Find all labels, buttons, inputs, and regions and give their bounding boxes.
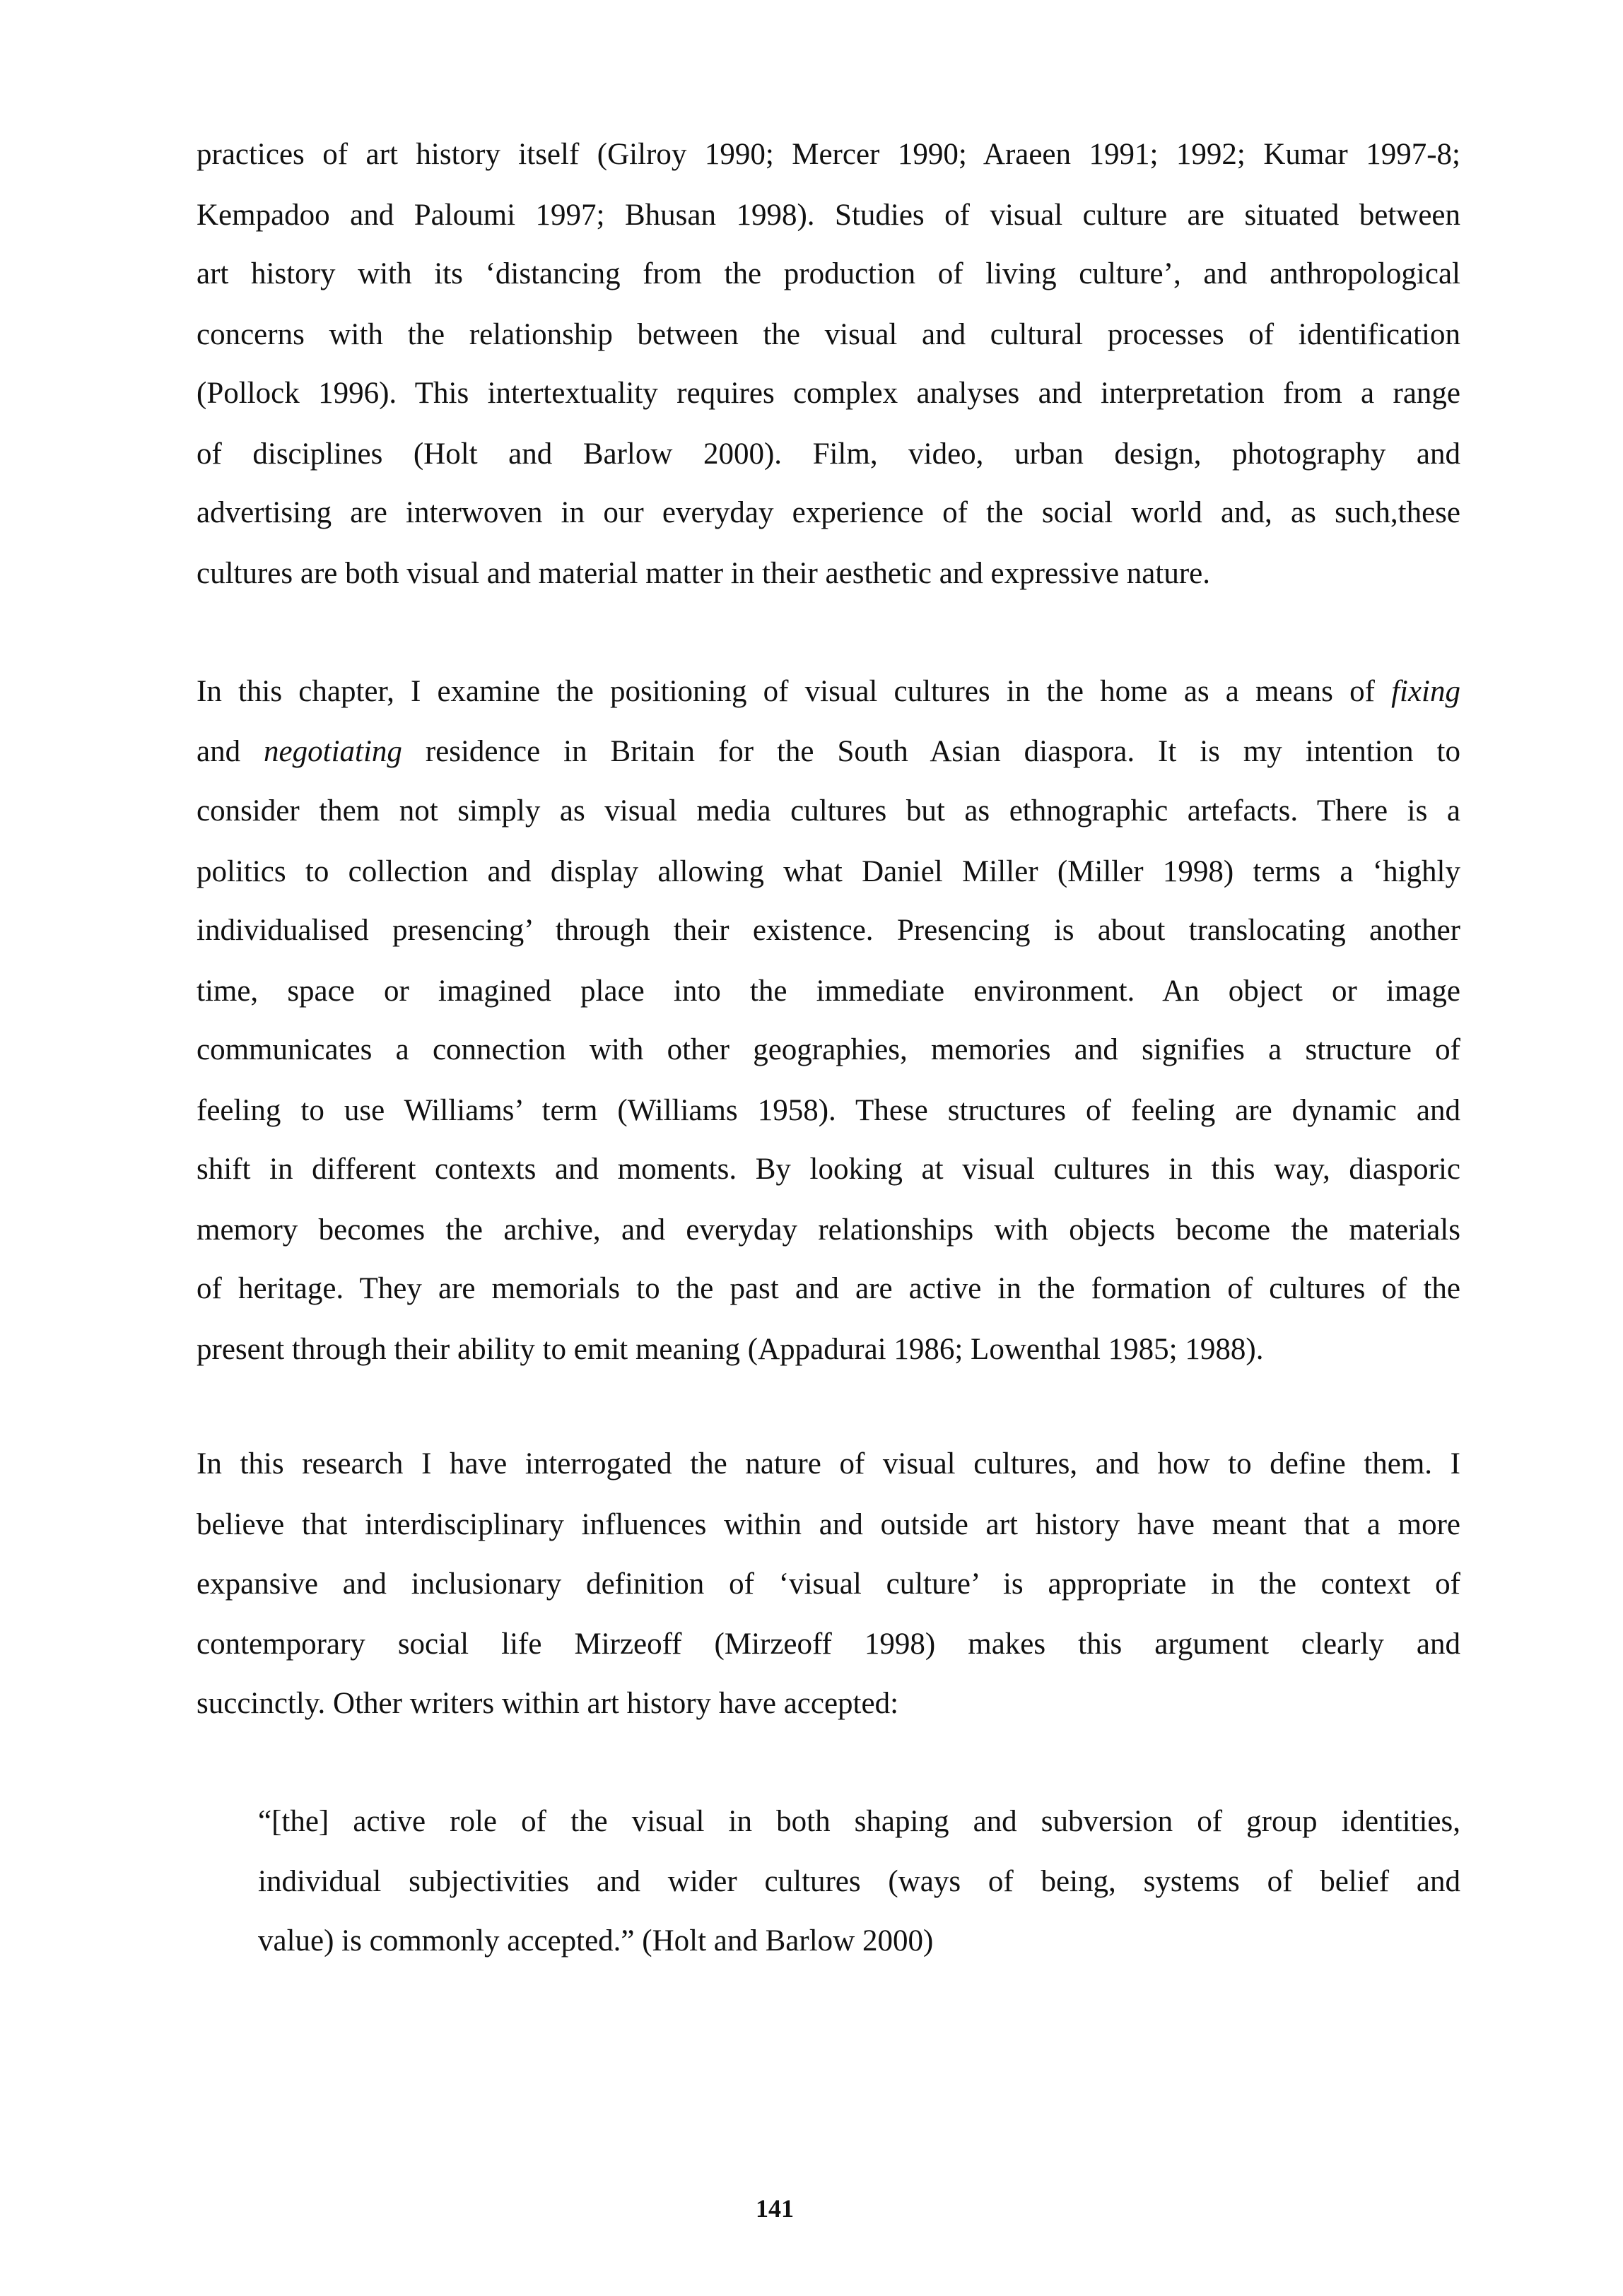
text-line <box>197 136 1460 173</box>
text-segment: advertising are interwoven in our everyday experience of the social world and, as such,these <box>197 496 1460 529</box>
text-segment: present through their ability to emit meaning (Appadurai 1986; Lowenthal 1985; 1988). <box>197 1333 1264 1366</box>
text-line <box>197 973 1460 1010</box>
text-segment: believe that interdisciplinary influences within and outside art history have meant that a more <box>197 1508 1460 1541</box>
text-segment: residence in Britain for the South Asian diaspora. It is my intention to <box>402 735 1460 768</box>
text-segment: shift in different contexts and moments. By looking at visual cultures in this way, diasporic <box>197 1153 1460 1186</box>
text-line <box>197 256 1460 293</box>
text-segment: art history with its ‘distancing from the production of living culture’, and anthropological <box>197 257 1460 290</box>
text-line <box>197 1685 1460 1722</box>
text-segment: and <box>197 735 264 768</box>
text-line <box>197 1151 1460 1188</box>
text-segment: concerns with the relationship between the visual and cultural processes of identification <box>197 318 1460 351</box>
text-segment: (Pollock 1996). This intertextuality requires complex analyses and interpretation from a range <box>197 377 1460 410</box>
text-segment: memory becomes the archive, and everyday relationships with objects become the materials <box>197 1213 1460 1247</box>
text-line <box>197 734 1460 770</box>
text-segment: “[the] active role of the visual in both shaping and subversion of group identities, <box>258 1805 1460 1838</box>
text-segment: expansive and inclusionary definition of ‘visual culture’ is appropriate in the context of <box>197 1567 1460 1601</box>
italic-text: negotiating <box>264 735 402 768</box>
text-segment: In this chapter, I examine the positioning of visual cultures in the home as a means of <box>197 675 1392 708</box>
text-line <box>197 1212 1460 1249</box>
text-line <box>197 197 1460 234</box>
text-line <box>197 436 1460 473</box>
text-segment: of disciplines (Holt and Barlow 2000). Film, video, urban design, photography and <box>197 437 1460 471</box>
text-line <box>197 1093 1460 1129</box>
text-segment: succinctly. Other writers within art history have accepted: <box>197 1687 899 1720</box>
text-segment: time, space or imagined place into the immediate environment. An object or image <box>197 975 1460 1008</box>
page-number: 141 <box>756 2194 794 2223</box>
text-segment: cultures are both visual and material matter in their aesthetic and expressive nature. <box>197 557 1210 590</box>
text-line <box>197 375 1460 412</box>
text-line <box>197 912 1460 949</box>
text-line <box>197 854 1460 890</box>
text-line <box>197 1032 1460 1068</box>
text-segment: contemporary social life Mirzeoff (Mirzeoff 1998) makes this argument clearly and <box>197 1627 1460 1661</box>
text-segment: individualised presencing’ through their existence. Presencing is about translocating another <box>197 914 1460 947</box>
text-line <box>197 495 1460 531</box>
text-line <box>258 1923 1460 1960</box>
text-segment: value) is commonly accepted.” (Holt and Barlow 2000) <box>258 1924 934 1958</box>
text-line <box>258 1864 1460 1900</box>
text-segment: feeling to use Williams’ term (Williams 1958). These structures of feeling are dynamic and <box>197 1094 1460 1127</box>
text-line <box>197 317 1460 353</box>
text-line <box>258 1803 1460 1840</box>
text-segment: of heritage. They are memorials to the past and are active in the formation of cultures of the <box>197 1272 1460 1305</box>
text-line <box>197 1446 1460 1483</box>
text-line <box>197 1507 1460 1543</box>
text-segment: Kempadoo and Paloumi 1997; Bhusan 1998). Studies of visual culture are situated between <box>197 199 1460 232</box>
text-line <box>197 1271 1460 1307</box>
text-segment: individual subjectivities and wider cultures (ways of being, systems of belief and <box>258 1865 1460 1898</box>
text-line <box>197 555 1460 592</box>
text-line <box>197 1331 1460 1368</box>
text-line <box>197 673 1460 710</box>
text-line <box>197 793 1460 830</box>
text-segment: communicates a connection with other geographies, memories and signifies a structure of <box>197 1033 1460 1066</box>
text-segment: politics to collection and display allowing what Daniel Miller (Miller 1998) terms a ‘highly <box>197 855 1460 888</box>
text-line <box>197 1566 1460 1603</box>
text-line <box>197 1626 1460 1663</box>
text-segment: In this research I have interrogated the nature of visual cultures, and how to define them. I <box>197 1447 1460 1480</box>
italic-text: fixing <box>1391 675 1460 708</box>
text-segment: practices of art history itself (Gilroy 1990; Mercer 1990; Araeen 1991; 1992; Kumar 1997-8; <box>197 138 1460 171</box>
text-segment: consider them not simply as visual media cultures but as ethnographic artefacts. There is a <box>197 794 1460 828</box>
